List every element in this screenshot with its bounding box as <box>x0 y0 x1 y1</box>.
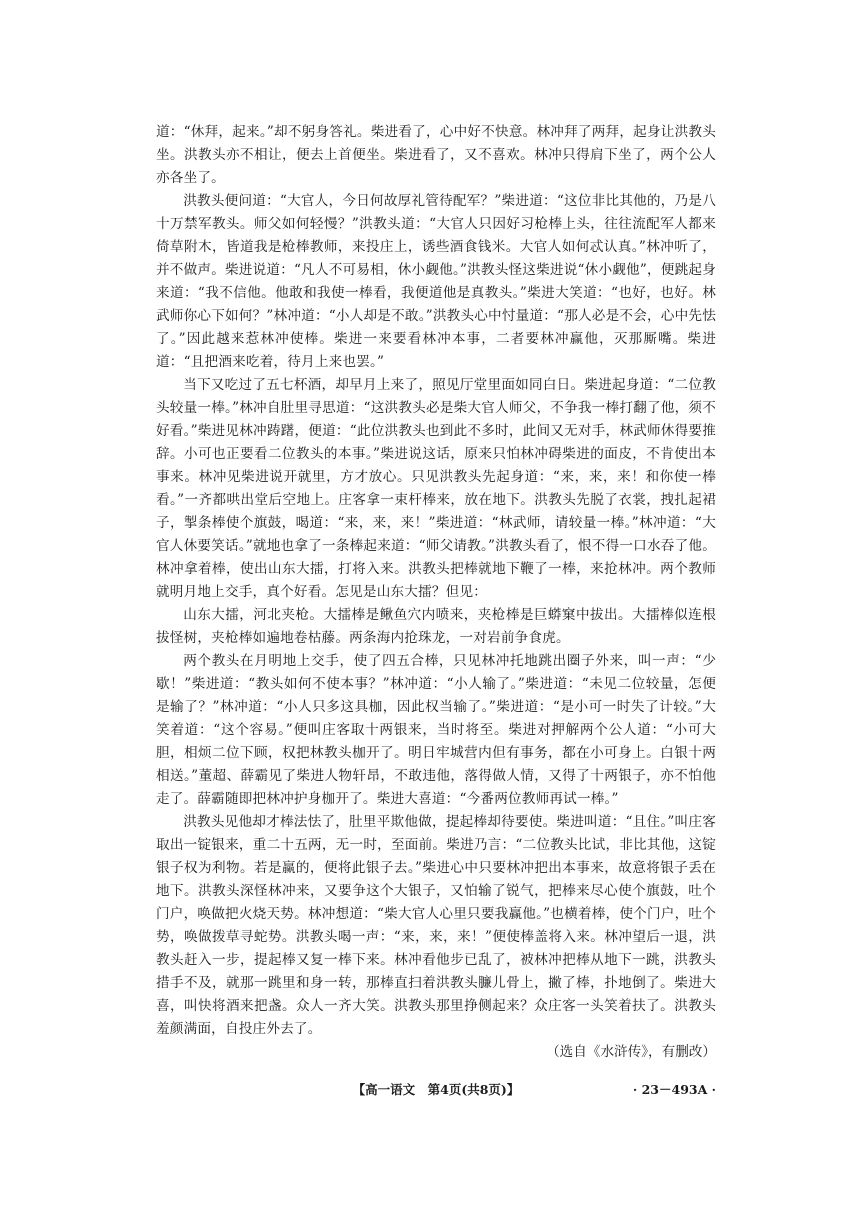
exam-code: · 23－493A · <box>632 1082 716 1097</box>
paragraph-2: 洪教头便问道：“大官人，今日何故厚礼管待配军？”柴进道：“这位非比其他的，乃是八十万禁军教头。师父如何轻慢？”洪教头道：“大官人只因好习枪棒上头，往往流配军人都来倚草附木，皆道我是枪棒教师，来投庄上，诱些酒食钱米。大官人如何忒认真。”林冲听了，并不做声。柴进说道：“凡人不可易相，休小觑他。”洪教头怪这柴进说“休小觑他”，便跳起身来道：“我不信他。他敢和我使一棒看，我便道他是真教头。”柴进大笑道：“也好，也好。林武师你心下如何？”林冲道：“小人却是不敢。”洪教头心中忖量道：“那人必是不会，心中先怯了。”因此越来惹林冲使棒。柴进一来要看林冲本事，二者要林冲赢他，灭那厮嘴。柴进道：“且把酒来吃着，待月上来也罢。” <box>156 193 716 370</box>
source-note: （选自《水浒传》，有删改） <box>546 1044 716 1060</box>
document-page <box>156 121 716 1102</box>
paragraph-3: 当下又吃过了五七杯酒，却早月上来了，照见厅堂里面如同白日。柴进起身道：“二位教头较量一棒。”林冲自肚里寻思道：“这洪教头必是柴大官人师父，不争我一棒打翻了他，须不好看。”柴进见林冲踌躇，便道：“此位洪教头也到此不多时，此间又无对手，林武师休得要推辞。小可也正要看二位教头的本事。”柴进说这话，原来只怕林冲碍柴进的面皮，不肯使出本事来。林冲见柴进说开就里，方才放心。只见洪教头先起身道：“来，来，来！和你使一棒看。”一齐都哄出堂后空地上。庄客拿一束杆棒来，放在地下。洪教头先脱了衣裳，拽扎起裙子，掣条棒使个旗鼓，喝道：“来，来，来！”柴进道：“林武师，请较量一棒。”林冲道：“大官人休要笑话。”就地也拿了一条棒起来道：“师父请教。”洪教头看了，恨不得一口水吞了他。林冲拿着棒，使出山东大擂，打将入来。洪教头把棒就地下鞭了一棒，来抢林冲。两个教师就明月地上交手，真个好看。怎见是山东大擂？但见： <box>156 377 716 600</box>
page-number-label: 【高一语文 第4页(共8页)】 <box>352 1082 520 1097</box>
paragraph-5: 两个教头在月明地上交手，使了四五合棒，只见林冲托地跳出圈子外来，叫一声：“少歇！”柴进道：“教头如何不使本事？”林冲道：“小人输了。”柴进道：“未见二位较量，怎便是输了？”林冲道：“小人只多这具枷，因此权当输了。”柴进道：“是小可一时失了计较。”大笑着道：“这个容易。”便叫庄客取十两银来，当时将至。柴进对押解两个公人道：“小可大胆，相烦二位下顾，权把林教头枷开了。明日牢城营内但有事务，都在小可身上。白银十两相送。”董超、薛霸见了柴进人物轩昂，不敢违他，落得做人情，又得了十两银子，亦不怕他走了。薛霸随即把林冲护身枷开了。柴进大喜道：“今番两位教师再试一棒。” <box>156 653 716 807</box>
paragraph-4-verse: 山东大擂，河北夹枪。大擂棒是鳅鱼穴内喷来，夹枪棒是巨蟒窠中拔出。大擂棒似连根拔怪树，夹枪棒如遍地卷枯藤。两条海内抢珠龙，一对岩前争食虎。 <box>156 607 716 646</box>
paragraph-6: 洪教头见他却才棒法怯了，肚里平欺他做，提起棒却待要使。柴进叫道：“且住。”叫庄客取出一锭银来，重二十五两，无一时，至面前。柴进乃言：“二位教头比试，非比其他，这锭银子权为利物。若是赢的，便将此银子去。”柴进心中只要林冲把出本事来，故意将银子丢在地下。洪教头深怪林冲来，又要争这个大银子，又怕输了锐气，把棒来尽心使个旗鼓，吐个门户，唤做把火烧天势。林冲想道：“柴大官人心里只要我赢他。”也横着棒，使个门户，吐个势，唤做拨草寻蛇势。洪教头喝一声：“来，来，来！”便使棒盖将入来。林冲望后一退，洪教头赶入一步，提起棒又复一棒下来。林冲看他步已乱了，被林冲把棒从地下一跳，洪教头措手不及，就那一跳里和身一转，那棒直扫着洪教头臁儿骨上，撇了棒，扑地倒了。柴进大喜，叫快将酒来把盏。众人一齐大笑。洪教头那里挣侧起来？众庄客一头笑着扶了。洪教头羞颜满面，自投庄外去了。 <box>156 814 716 1037</box>
page-footer <box>156 1078 716 1102</box>
paragraph-1: 道：“休拜，起来。”却不躬身答礼。柴进看了，心中好不快意。林冲拜了两拜，起身让洪教头坐。洪教头亦不相让，便去上首便坐。柴进看了，又不喜欢。林冲只得肩下坐了，两个公人亦各坐了。 <box>156 124 716 186</box>
